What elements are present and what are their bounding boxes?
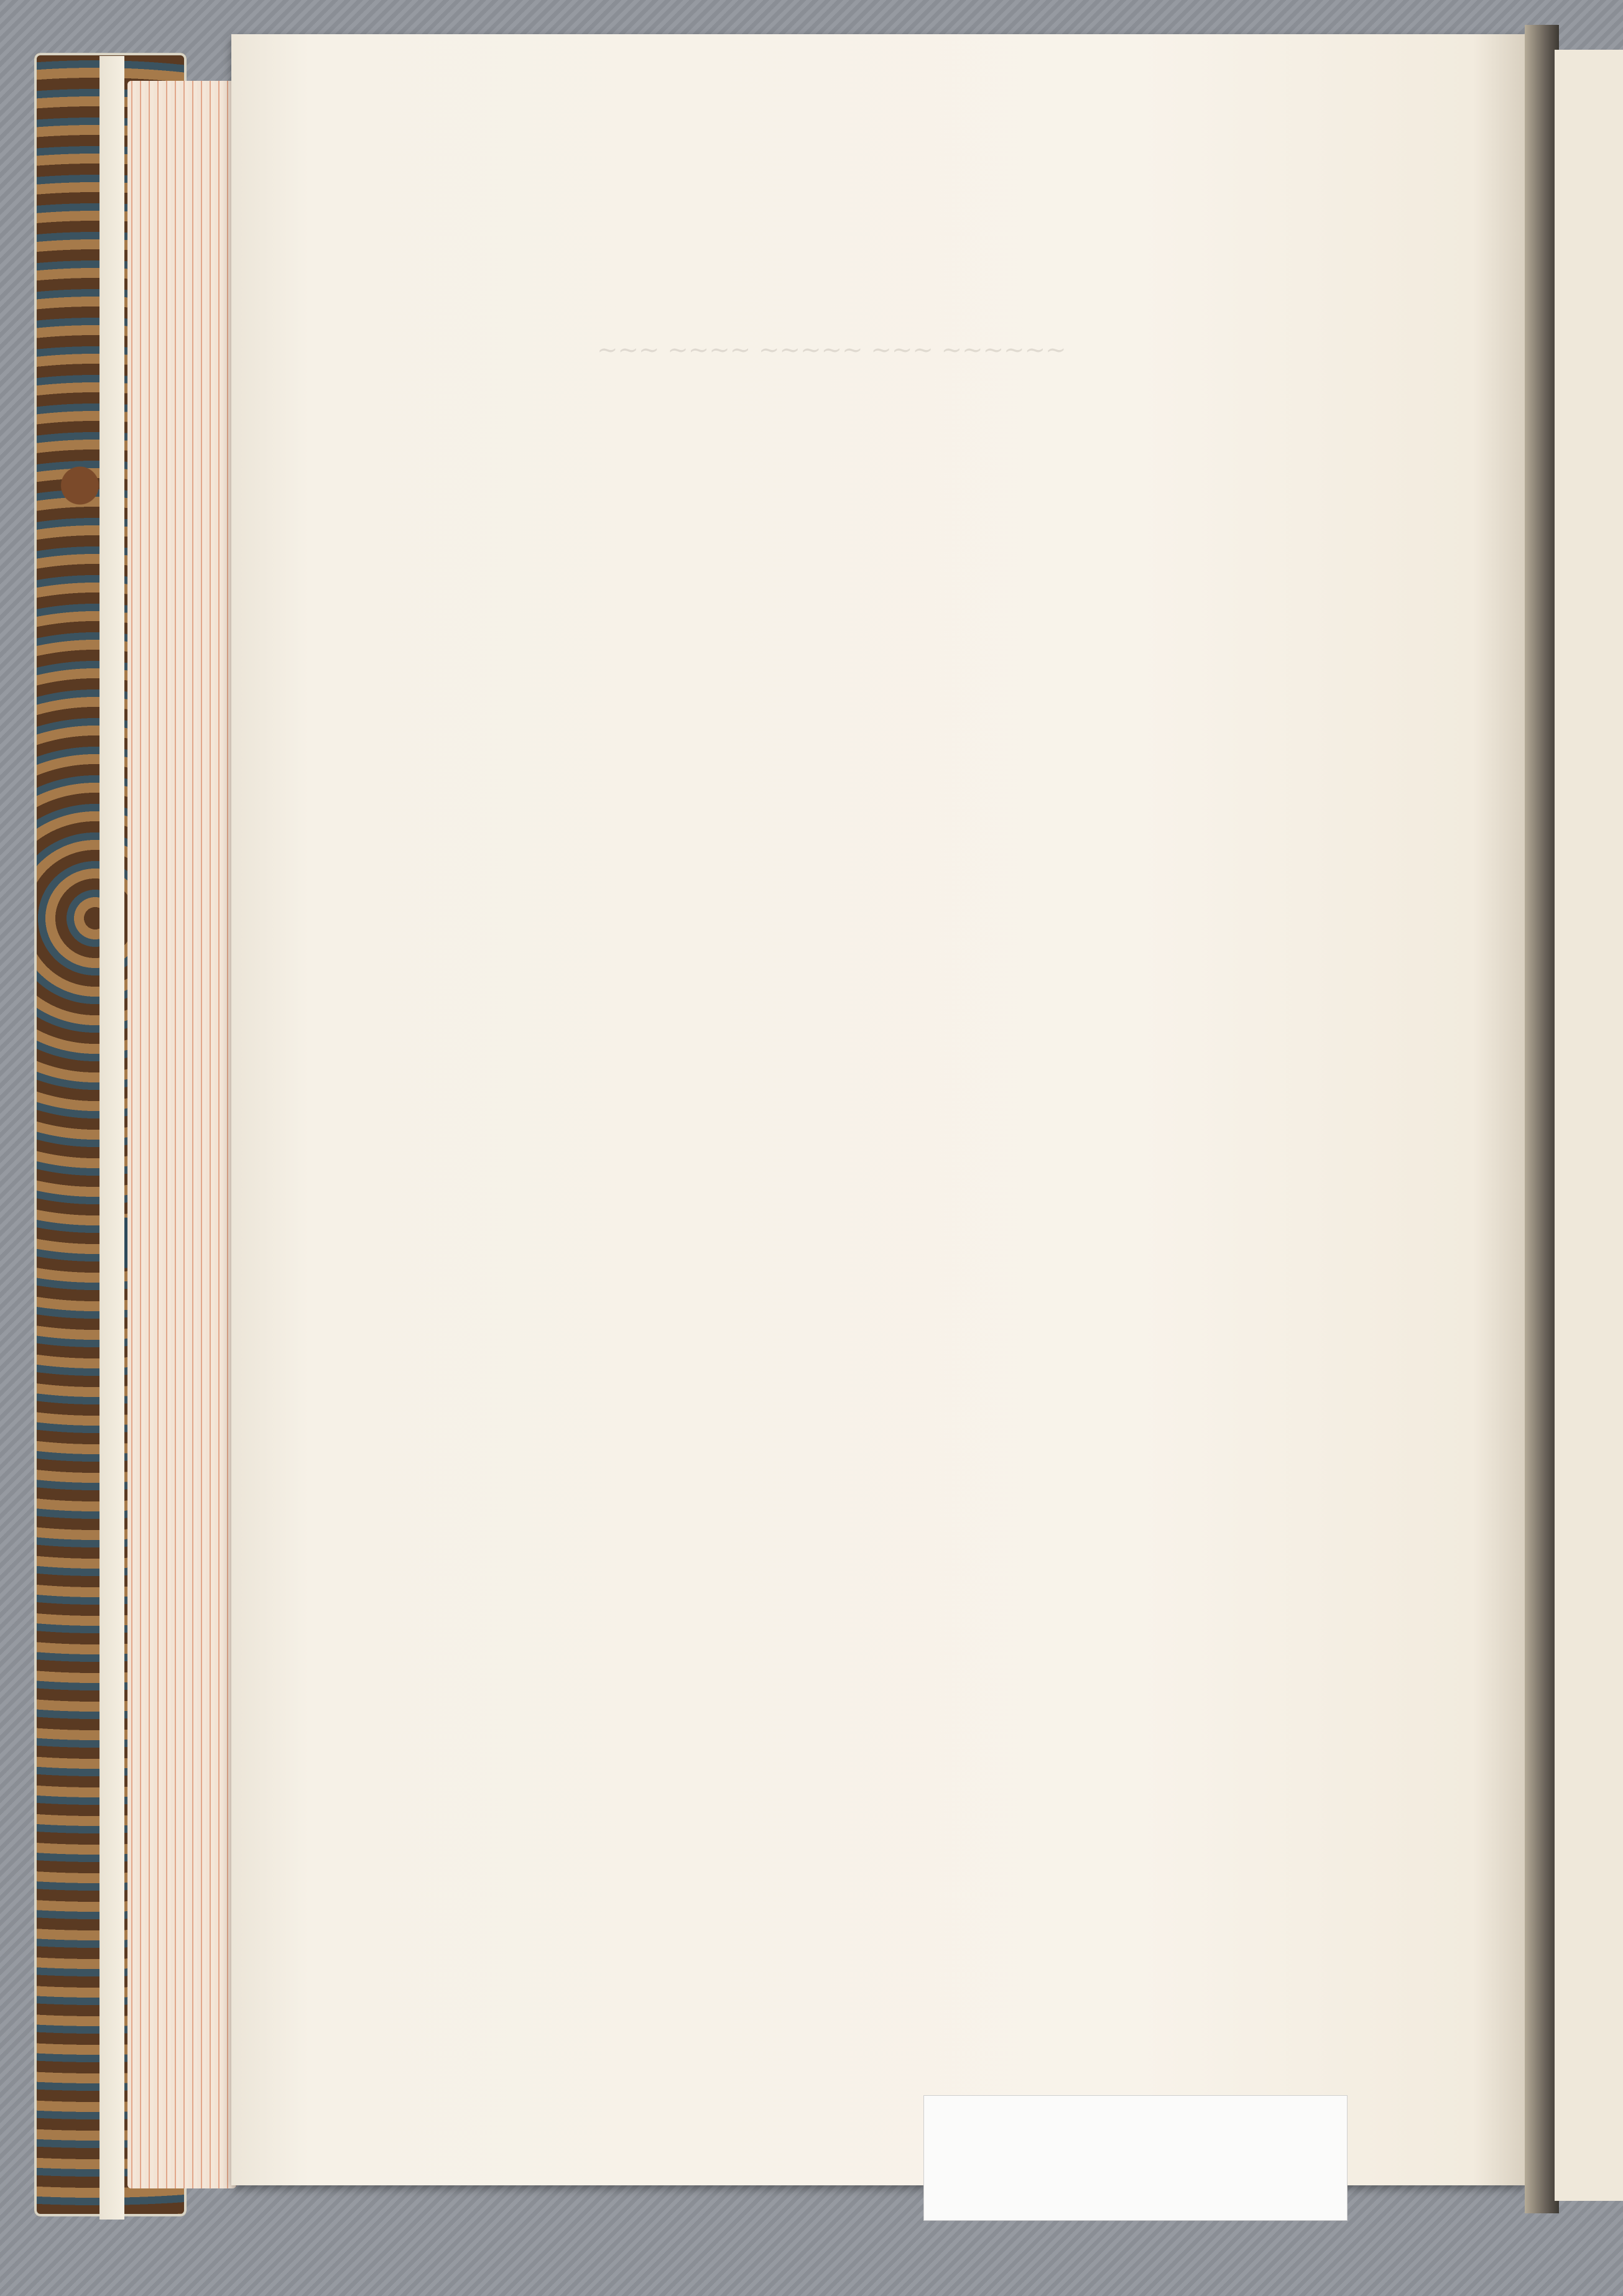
cover-inner-edge xyxy=(99,56,124,2220)
show-through-text: ~~~ ~~~~ ~~~~~ ~~~ ~~~~~~ xyxy=(597,336,1066,364)
paper-slip xyxy=(923,2095,1348,2221)
book-gutter xyxy=(1525,25,1559,2213)
page-edges xyxy=(127,81,236,2188)
facing-page xyxy=(1555,50,1623,2201)
